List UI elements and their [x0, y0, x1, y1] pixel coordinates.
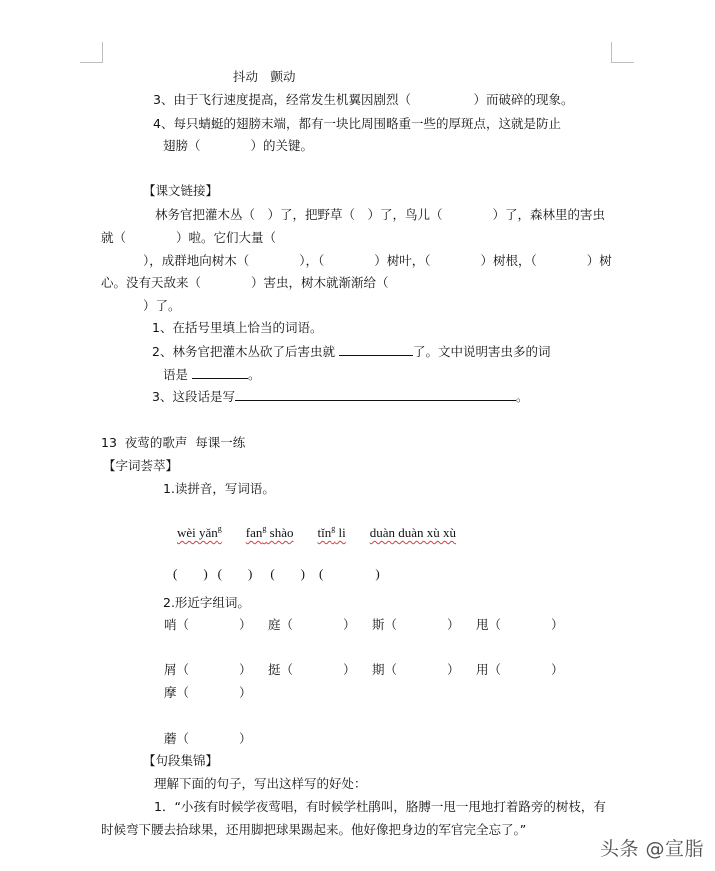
char-item: 哨（ ）: [164, 617, 252, 632]
task-3-end: 。: [515, 389, 529, 404]
char-item: 用（ ）: [476, 662, 564, 677]
pinyin-item: wèi yǎn$^g$: [177, 524, 222, 540]
word-options: 抖动 颤动: [233, 69, 296, 84]
question-4-line1: 4、每只蜻蜓的翅膀末端，都有一块比周围略重一些的厚斑点，这就是防止: [153, 116, 561, 131]
pinyin-item: tǐn$^g$ li: [317, 524, 346, 540]
exercise-2-title: 2.形近字组词。: [163, 595, 250, 610]
task-2-line2: [163, 367, 261, 383]
task-2-line1: [152, 344, 550, 360]
task-3-text: 3、这段话是写: [152, 389, 235, 404]
char-item: 期（ ）: [372, 662, 460, 677]
sentence-line: 时候弯下腰去拾球果，还用脚把球果踢起来。他好像把身边的军官完全忘了。”: [101, 822, 527, 837]
section-heading-words: 【字词荟萃】: [103, 458, 179, 473]
section-heading-sentences: 【句段集锦】: [143, 753, 219, 768]
char-item: 挺（ ）: [268, 662, 356, 677]
exercise-1-title: 1.读拼音，写词语。: [163, 481, 275, 496]
pinyin-item: duàn duàn xù xù: [369, 525, 457, 540]
pinyin-item: fan$^g$ shào: [245, 524, 294, 540]
question-4-line2: 翅膀（ ）的关键。: [163, 138, 314, 153]
task-2-text-c: 语是: [163, 367, 192, 382]
answer-blank[interactable]: [192, 367, 248, 379]
answer-bracket[interactable]: ( ): [173, 566, 208, 581]
task-2-text: 2、林务官把灌木丛砍了后害虫就: [152, 344, 339, 359]
task-2-text-d: 。: [247, 367, 261, 382]
char-item: 甩（ ）: [476, 617, 564, 632]
passage-line: 就（ ）啦。它们大量（: [101, 230, 277, 245]
pinyin-answer-row: [160, 550, 380, 598]
section-heading-lesson-link: 【课文链接】: [143, 183, 219, 198]
passage-line: 林务官把灌木丛（ ）了，把野草（ ）了，鸟儿（ ）了，森林里的害虫: [155, 207, 606, 222]
answer-bracket[interactable]: ( ): [319, 566, 380, 581]
answer-blank[interactable]: [235, 389, 516, 401]
task-1: 1、在括号里填上恰当的词语。: [152, 320, 323, 335]
lesson-title: 13 夜莺的歌声 每课一练: [101, 435, 246, 450]
passage-line: ），成群地向树木（ ），（ ）树叶，（ ）树根，（ ）树: [143, 253, 612, 268]
watermark: 头条 @宣脂: [600, 838, 705, 860]
passage-line: 心。没有天敌来（ ）害虫，树木就渐渐给（: [101, 275, 389, 290]
crop-mark-top-right: [611, 42, 634, 63]
char-item: 斯（ ）: [372, 617, 460, 632]
sentence-line: 1．“小孩有时候学夜莺唱，有时候学杜鹃叫，胳膊一甩一甩地打着路旁的树枝，有: [154, 799, 606, 814]
answer-bracket[interactable]: ( ): [217, 566, 253, 581]
answer-bracket[interactable]: ( ): [270, 566, 306, 581]
task-2-text-b: 了。文中说明害虫多的词: [412, 344, 551, 359]
instruction: 理解下面的句子，写出这样写的好处：: [154, 776, 367, 791]
char-item: 摩（ ）: [164, 685, 252, 700]
char-item: 屑（ ）: [164, 662, 252, 677]
answer-blank[interactable]: [339, 344, 413, 356]
crop-mark-top-left: [80, 42, 103, 63]
char-item: 庭（ ）: [268, 617, 356, 632]
char-item: 蘑（ ）: [164, 731, 252, 746]
passage-line: ）了。: [143, 298, 181, 313]
task-3: [152, 389, 528, 405]
question-3: 3、由于飞行速度提高，经常发生机翼因剧烈（ ）而破碎的现象。: [153, 92, 574, 107]
